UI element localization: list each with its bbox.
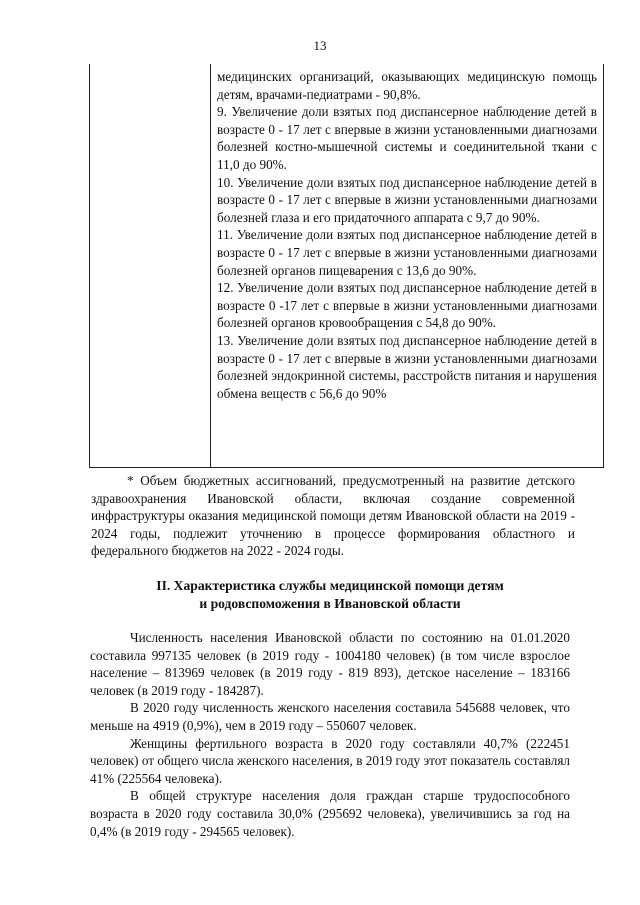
table-item: медицинских организаций, оказывающих медицинскую помощь детям, врачами-педиатрами - 90,8%. bbox=[217, 69, 597, 102]
table-item: 12. Увеличение доли взятых под диспансерное наблюдение детей в возрасте 0 -17 лет с впервые в жизни установленными диагнозами болезней органов кровообращения с 54,8 до 90%. bbox=[217, 280, 597, 331]
table-item: 13. Увеличение доли взятых под диспансерное наблюдение детей в возрасте 0 - 17 лет с впервые в жизни установленными диагнозами болезней эндокринной системы, расстройств питания и нарушения обмена веществ с 56,6 до 90% bbox=[217, 332, 597, 401]
footnote bbox=[91, 472, 575, 560]
table-item: 11. Увеличение доли взятых под диспансерное наблюдение детей в возрасте 0 - 17 лет с впервые в жизни установленными диагнозами болезней органов пищеварения с 13,6 до 90%. bbox=[217, 227, 597, 278]
table-item: 10. Увеличение доли взятых под диспансерное наблюдение детей в возрасте 0 - 17 лет с впервые в жизни установленными диагнозами болезней глаза и его придаточного аппарата с 9,7 до 90%. bbox=[217, 174, 597, 225]
section-title-line-1: II. Характеристика службы медицинской помощи детям bbox=[156, 578, 504, 593]
table-item: 9. Увеличение доли взятых под диспансерное наблюдение детей в возрасте 0 - 17 лет с впервые в жизни установленными диагнозами болезней костно-мышечной системы и соединительной ткани с 11,0 до 90%. bbox=[217, 104, 597, 172]
goals-table bbox=[89, 64, 604, 468]
footnote-text: * Объем бюджетных ассигнований, предусмотренный на развитие детского здравоохранения Ивановской области, включая создание современной инфраструктуры оказания медицинской помощи детям Ивановской области на 2019 - 2024 годы, подлежит уточнению в процессе формирования областного и федерального бюджетов на 2022 - 2024 годы. bbox=[91, 473, 575, 559]
table-right-cell bbox=[217, 68, 597, 402]
section-title-line-2: и родовспоможения в Ивановской области bbox=[199, 595, 461, 611]
paragraph: Женщины фертильного возраста в 2020 году составляли 40,7% (222451 человек) от общего числа женского населения, в 2019 году этот показатель составлял 41% (225564 человека). bbox=[90, 735, 570, 786]
table-left-cell bbox=[90, 64, 211, 467]
body-text bbox=[90, 629, 570, 840]
paragraph: В 2020 году численность женского населения составила 545688 человек, что меньше на 4919 (0,9%), чем в 2019 году – 550607 человек. bbox=[90, 700, 570, 733]
section-title bbox=[90, 577, 570, 612]
paragraph: В общей структуре населения доля граждан старше трудоспособного возраста в 2020 году составила 30,0% (295692 человека), увеличившись за год на 0,4% (в 2019 году - 294565 человек). bbox=[90, 788, 570, 839]
page-number: 13 bbox=[313, 38, 327, 53]
paragraph: Численность населения Ивановской области по состоянию на 01.01.2020 составила 997135 человек (в 2019 году - 1004180 человек) (в том числе взрослое население – 813969 человек (в 2019 году - 819 893), детское население – 183166 человек (в 2019 году - 184287). bbox=[90, 630, 570, 698]
